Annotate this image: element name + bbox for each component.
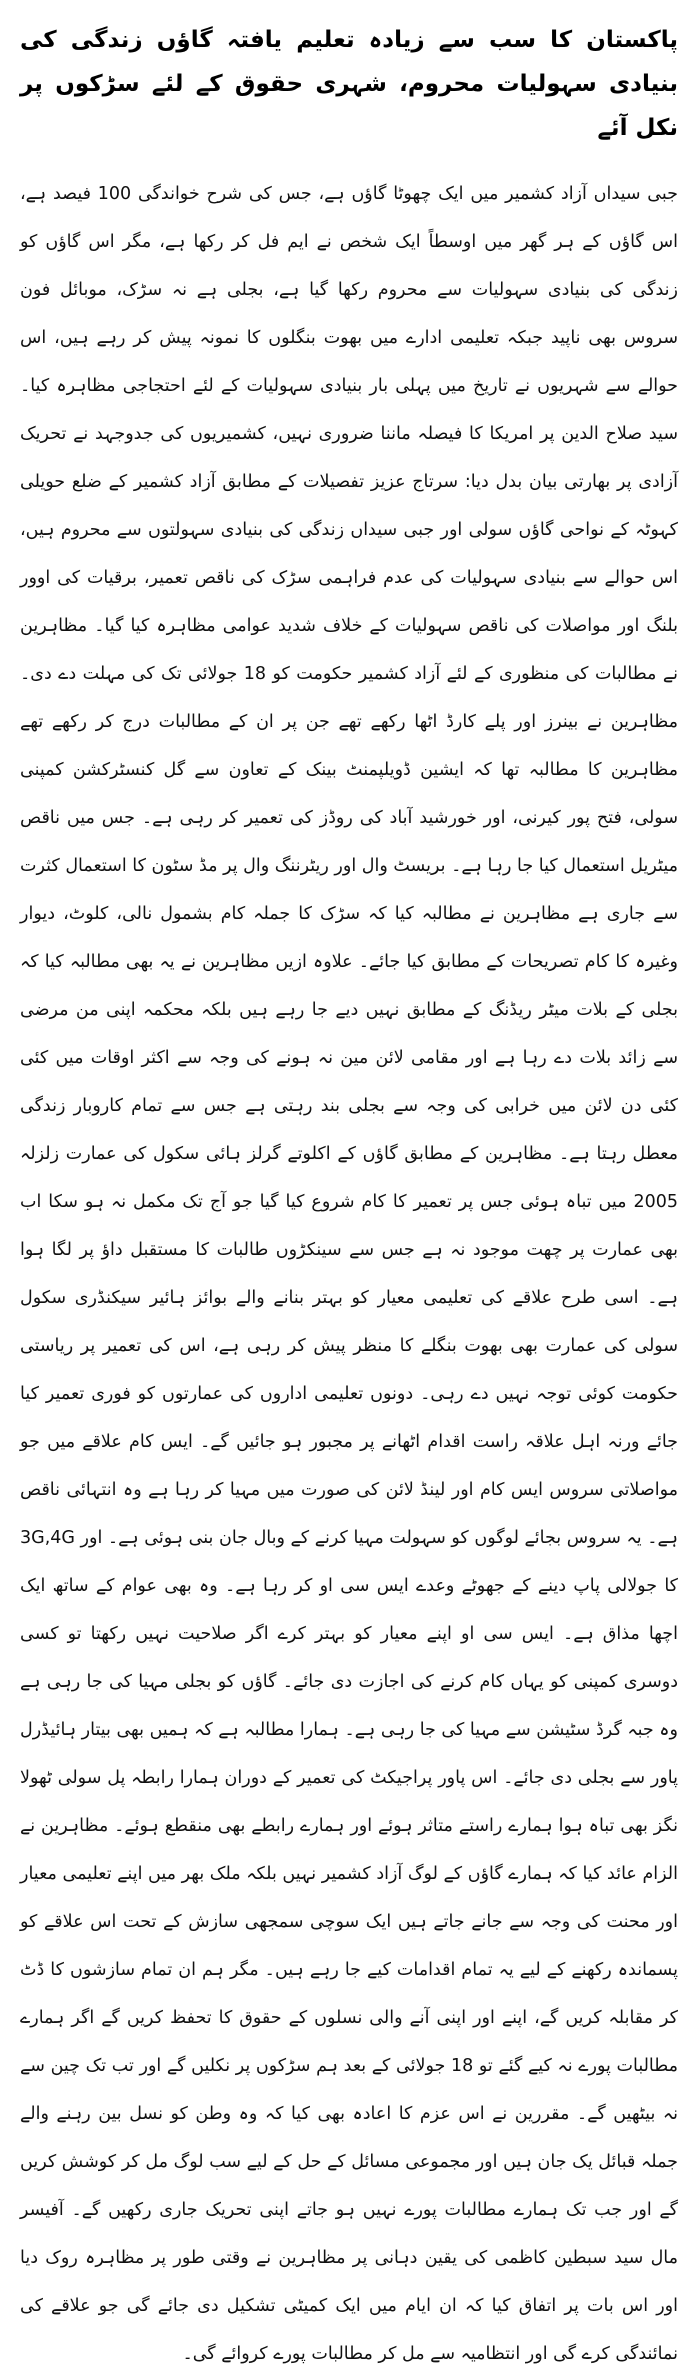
article-headline: پاکستان کا سب سے زیادہ تعلیم یافتہ گاؤں زندگی کی بنیادی سہولیات محروم، شہری حقوق کے لئے سڑکوں پر نکل آئے: [20, 27, 678, 141]
article-body: جبی سیداں آزاد کشمیر میں ایک چھوٹا گاؤں ہے، جس کی شرح خواندگی 100 فیصد ہے، اس گاؤں کے ہر گھر میں اوسطاً ایک شخص نے ایم فل کر رکھا ہے، مگر اس گاؤں کو زندگی کی بنیادی سہولیات سے محروم رکھا گیا ہے، بجلی ہے نہ سڑک، موبائل فون سروس بھی ناپید جبکہ تعلیمی ادارے میں بھوت بنگلوں کا نمونہ پیش کر رہے ہیں، اس حوالے سے شہریوں نے تاریخ میں پہلی بار بنیادی سہولیات کے لئے احتجاجی مظاہرہ کیا۔ سید صلاح الدین پر امریکا کا فیصلہ ماننا ضروری نہیں، کشمیریوں کی جدوجہد نے تحریک آزادی پر بھارتی بیان بدل دیا: سرتاج عزیز تفصیلات کے مطابق آزاد کشمیر کے ضلع حویلی کہوٹہ کے نواحی گاؤں سولی اور جبی سیداں زندگی کی بنیادی سہولتوں سے محروم ہیں، اس حوالے سے بنیادی سہولیات کی عدم فراہمی سڑک کی ناقص تعمیر، برقیات کی اوور بلنگ اور مواصلات کی ناقص سہولیات کے خلاف شدید عوامی مظاہرہ کیا گیا۔ مظاہرین نے مطالبات کی منظوری کے لئے آزاد کشمیر حکومت کو 18 جولائی تک کی مہلت دے دی۔ مظاہرین نے بینرز اور پلے کارڈ اٹھا رکھے تھے جن پر ان کے مطالبات درج کر رکھے تھے مظاہرین کا مطالبہ تھا کہ ایشین ڈویلپمنٹ بینک کے تعاون سے گل کنسٹرکشن کمپنی سولی، فتح پور کیرنی، اور خورشید آباد کی روڈز کی تعمیر کر رہی ہے۔ جس میں ناقص میٹریل استعمال کیا جا رہا ہے۔ بریسٹ وال اور ریٹرننگ وال پر مڈ سٹون کا استعمال کثرت سے جاری ہے مظاہرین نے مطالبہ کیا کہ سڑک کا جملہ کام بشمول نالی، کلوٹ، دیوار وغیرہ کا کام تصریحات کے مطابق کیا جائے۔ علاوہ ازیں مظاہرین نے یہ بھی مطالبہ کیا کہ بجلی کے بلات میٹر ریڈنگ کے مطابق نہیں دیے جا رہے ہیں بلکہ محکمہ اپنی من مرضی سے زائد بلات دے رہا ہے اور مقامی لائن مین نہ ہونے کی وجہ سے اکثر اوقات میں کئی کئی دن لائن میں خرابی کی وجہ سے بجلی بند رہتی ہے جس سے تمام کاروبار زندگی معطل رہتا ہے۔ مظاہرین کے مطابق گاؤں کے اکلوتے گرلز ہائی سکول کی عمارت زلزلہ 2005 میں تباہ ہوئی جس پر تعمیر کا کام شروع کیا گیا جو آج تک مکمل نہ ہو سکا اب بھی عمارت پر چھت موجود نہ ہے جس سے سینکڑوں طالبات کا مستقبل داؤ پر لگا ہوا ہے۔ اسی طرح علاقے کی تعلیمی معیار کو بہتر بنانے والے بوائز ہائیر سیکنڈری سکول سولی کی عمارت بھی بھوت بنگلے کا منظر پیش کر رہی ہے، اس کی تعمیر پر ریاستی حکومت کوئی توجہ نہیں دے رہی۔ دونوں تعلیمی اداروں کی عمارتوں کو فوری تعمیر کیا جائے ورنہ اہل علاقہ راست اقدام اٹھانے پر مجبور ہو جائیں گے۔ ایس کام علاقے میں جو مواصلاتی سروس ایس کام اور لینڈ لائن کی صورت میں مہیا کر رہا ہے وہ انتہائی ناقص ہے۔ یہ سروس بجائے لوگوں کو سہولت مہیا کرنے کے وبال جان بنی ہوئی ہے۔ اور 3G,4G کا جولالی پاپ دینے کے جھوٹے وعدے ایس سی او کر رہا ہے۔ وہ بھی عوام کے ساتھ ایک اچھا مذاق ہے۔ ایس سی او اپنے معیار کو بہتر کرے اگر صلاحیت نہیں رکھتا تو کسی دوسری کمپنی کو یہاں کام کرنے کی اجازت دی جائے۔ گاؤں کو بجلی مہیا کی جا رہی ہے وہ جبہ گرڈ سٹیشن سے مہیا کی جا رہی ہے۔ ہمارا مطالبہ ہے کہ ہمیں بھی بیتار ہائیڈرل پاور سے بجلی دی جائے۔ اس پاور پراجیکٹ کی تعمیر کے دوران ہمارا رابطہ پل سولی ٹھولا نگز بھی تباہ ہوا ہمارے راستے متاثر ہوئے اور ہمارے رابطے بھی منقطع ہوئے۔ مظاہرین نے الزام عائد کیا کہ ہمارے گاؤں کے لوگ آزاد کشمیر نہیں بلکہ ملک بھر میں اپنے تعلیمی معیار اور محنت کی وجہ سے جانے جاتے ہیں ایک سوچی سمجھی سازش کے تحت اس علاقے کو پسماندہ رکھنے کے لیے یہ تمام اقدامات کیے جا رہے ہیں۔ مگر ہم ان تمام سازشوں کا ڈٹ کر مقابلہ کریں گے، اپنے اور اپنی آنے والی نسلوں کے حقوق کا تحفظ کریں گے اگر ہمارے مطالبات پورے نہ کیے گئے تو 18 جولائی کے بعد ہم سڑکوں پر نکلیں گے اور تب تک چین سے نہ بیٹھیں گے۔ مقررین نے اس عزم کا اعادہ بھی کیا کہ وہ وطن کو نسل بین رہنے والے جملہ قبائل یک جان ہیں اور مجموعی مسائل کے حل کے لیے سب لوگ مل کر کوشش کریں گے اور جب تک ہمارے مطالبات پورے نہیں ہو جاتے اپنی تحریک جاری رکھیں گے۔ آفیسر مال سید سبطین کاظمی کی یقین دہانی پر مظاہرین نے وقتی طور پر مظاہرہ روک دیا اور اس بات پر اتفاق کیا کہ ان ایام میں ایک کمیٹی تشکیل دی جائے گی جو علاقے کی نمائندگی کرے گی اور انتظامیہ سے مل کر مطالبات پورے کروائے گی۔: [20, 184, 678, 2364]
